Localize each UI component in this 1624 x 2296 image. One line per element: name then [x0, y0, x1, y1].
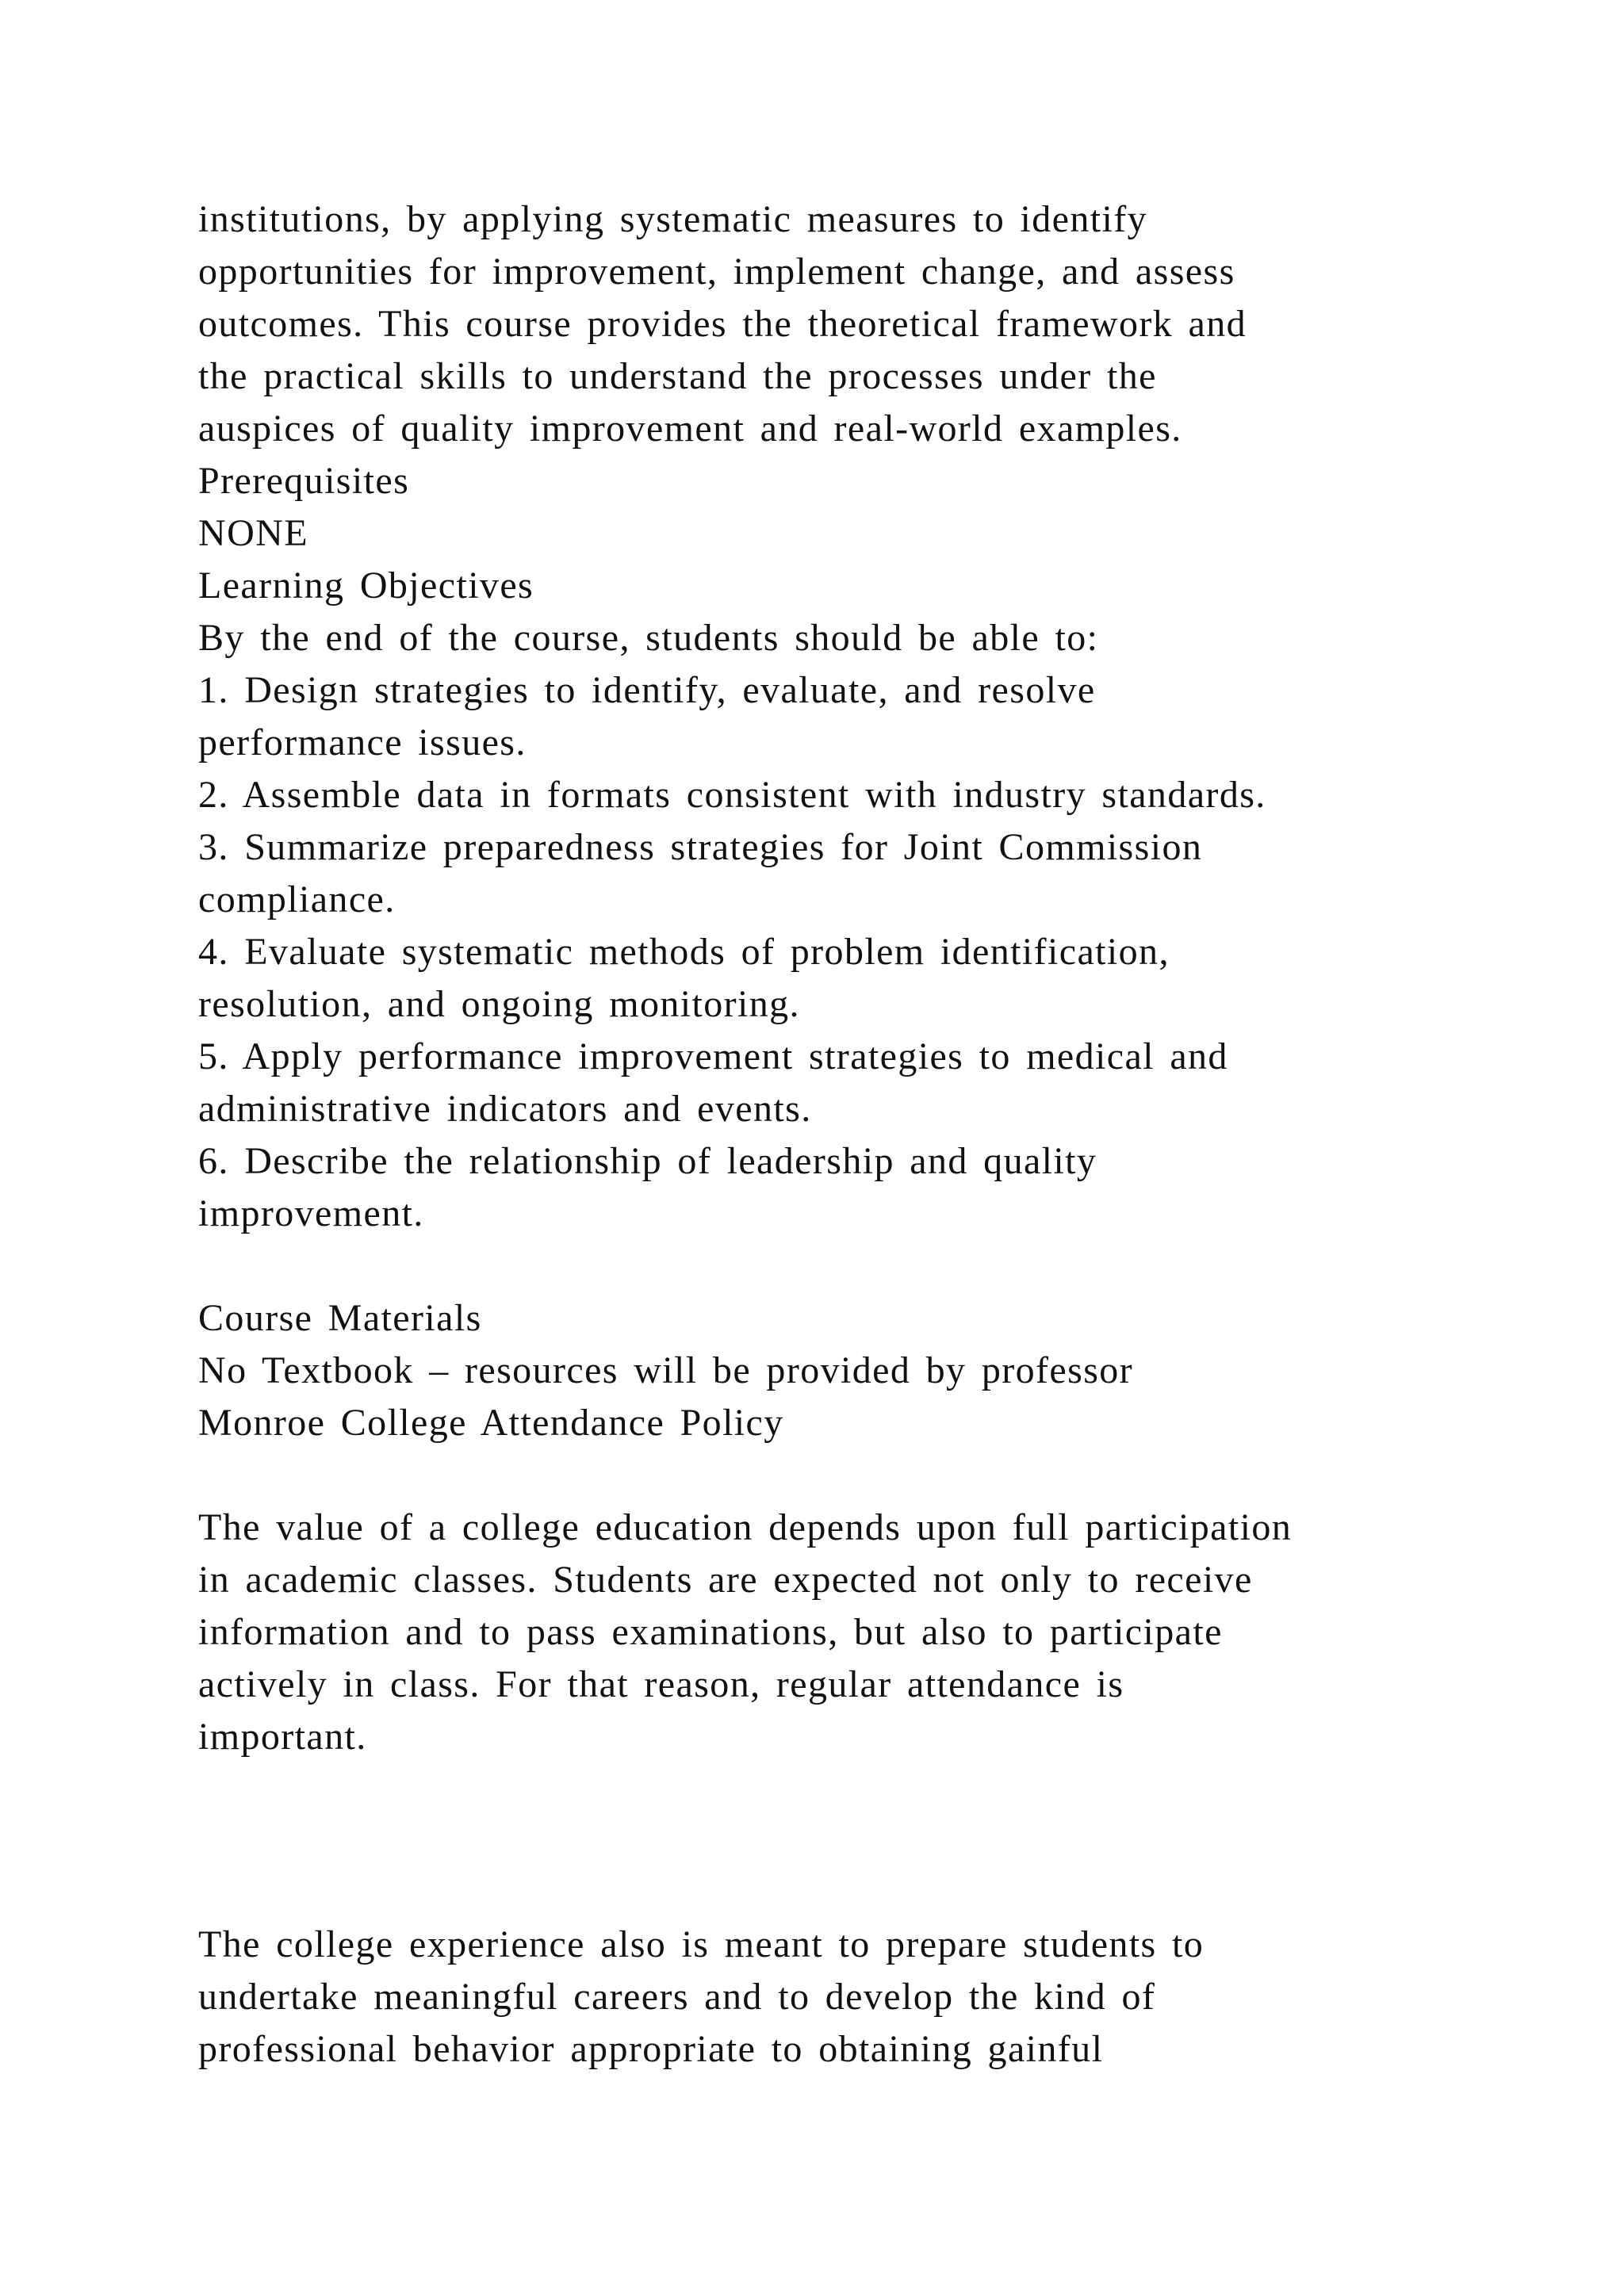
intro-line: the practical skills to understand the processes under the [198, 355, 1157, 397]
objective-line: 4. Evaluate systematic methods of problem identification, [198, 931, 1170, 973]
attendance-line: important. [198, 1716, 367, 1758]
objective-line: 6. Describe the relationship of leadership and quality [198, 1140, 1097, 1182]
blank-line [198, 1240, 1562, 1292]
intro-line: auspices of quality improvement and real-world examples. [198, 408, 1182, 450]
course-materials-text: No Textbook – resources will be provided by professor [198, 1349, 1134, 1391]
attendance-paragraph-2 [198, 1919, 1562, 2076]
blank-lines [198, 1763, 1562, 1919]
objective-line: 5. Apply performance improvement strategies to medical and [198, 1035, 1228, 1077]
prerequisites-heading: Prerequisites [198, 460, 410, 502]
course-materials-heading: Course Materials [198, 1297, 482, 1339]
blank-line [198, 1449, 1562, 1502]
learning-objectives-heading: Learning Objectives [198, 564, 534, 607]
objective-line: compliance. [198, 878, 396, 920]
objective-line: 3. Summarize preparedness strategies for Joint Commission [198, 826, 1203, 868]
attendance-line: actively in class. For that reason, regular attendance is [198, 1663, 1124, 1705]
prerequisites-value: NONE [198, 512, 308, 554]
attendance-line: undertake meaningful careers and to develop the kind of [198, 1976, 1156, 2018]
attendance-line: in academic classes. Students are expected not only to receive [198, 1559, 1253, 1601]
intro-line: institutions, by applying systematic measures to identify [198, 198, 1147, 240]
objective-line: performance issues. [198, 721, 527, 763]
attendance-policy-heading: Monroe College Attendance Policy [198, 1402, 784, 1444]
attendance-line: The college experience also is meant to prepare students to [198, 1923, 1205, 1965]
intro-line: outcomes. This course provides the theoretical framework and [198, 303, 1247, 345]
objective-line: improvement. [198, 1192, 424, 1234]
attendance-line: The value of a college education depends upon full participation [198, 1506, 1293, 1548]
document-page [198, 193, 1562, 2076]
objective-line: 2. Assemble data in formats consistent with industry standards. [198, 774, 1266, 816]
learning-objectives-list [198, 664, 1562, 1240]
objective-line: administrative indicators and events. [198, 1088, 812, 1130]
intro-paragraph [198, 193, 1562, 455]
attendance-line: professional behavior appropriate to obtaining gainful [198, 2028, 1104, 2070]
objective-line: 1. Design strategies to identify, evaluate, and resolve [198, 669, 1096, 711]
learning-objectives-lead: By the end of the course, students should be able to: [198, 617, 1099, 659]
attendance-paragraph-1 [198, 1502, 1562, 1763]
attendance-line: information and to pass examinations, but also to participate [198, 1611, 1223, 1653]
intro-line: opportunities for improvement, implement change, and assess [198, 251, 1235, 293]
objective-line: resolution, and ongoing monitoring. [198, 983, 800, 1025]
